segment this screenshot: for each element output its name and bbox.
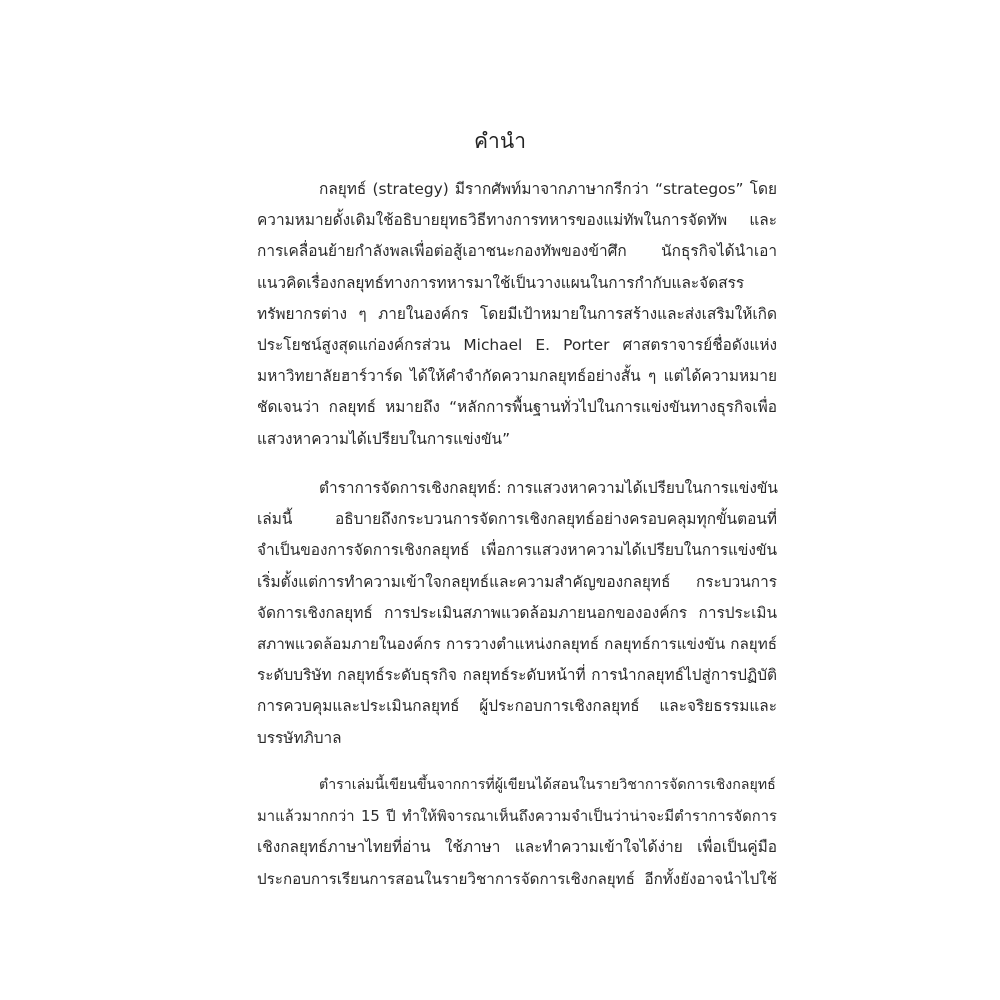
- text-line: ความหมายดั้งเดิมใช้อธิบายยุทธวิธีทางการทหารของแม่ทัพในการจัดทัพ และ: [257, 211, 777, 230]
- text-line: แสวงหาความได้เปรียบในการแข่งขัน”: [257, 429, 511, 448]
- text-line: กลยุทธ์ (strategy) มีรากศัพท์มาจากภาษากรีกว่า “strategos” โดย: [319, 180, 777, 198]
- text-line: ทรัพยากรต่าง ๆ ภายในองค์กร โดยมีเป้าหมายในการสร้างและส่งเสริมให้เกิด: [257, 304, 777, 323]
- text-line: ระดับบริษัท กลยุทธ์ระดับธุรกิจ กลยุทธ์ระดับหน้าที่ การนำกลยุทธ์ไปสู่การปฏิบัติ: [257, 666, 777, 685]
- text-line: แนวคิดเรื่องกลยุทธ์ทางการทหารมาใช้เป็นวางแผนในการกำกับและจัดสรร: [257, 273, 745, 292]
- text-line: ตำราการจัดการเชิงกลยุทธ์: การแสวงหาความได้เปรียบในการแข่งขัน: [319, 479, 778, 497]
- text-line: ชัดเจนว่า กลยุทธ์ หมายถึง “หลักการพื้นฐานทั่วไปในการแข่งขันทางธุรกิจเพื่อ: [257, 398, 777, 417]
- text-line: เชิงกลยุทธ์ภาษาไทยที่อ่าน ใช้ภาษา และทำความเข้าใจได้ง่าย เพื่อเป็นคู่มือ: [257, 838, 777, 857]
- text-line: จำเป็นของการจัดการเชิงกลยุทธ์ เพื่อการแสวงหาความได้เปรียบในการแข่งขัน: [257, 541, 777, 560]
- paragraph-2: [257, 473, 777, 754]
- text-line: เล่มนี้ อธิบายถึงกระบวนการจัดการเชิงกลยุทธ์อย่างครอบคลุมทุกขั้นตอนที่: [257, 510, 777, 529]
- text-line: การควบคุมและประเมินกลยุทธ์ ผู้ประกอบการเชิงกลยุทธ์ และจริยธรรมและ: [257, 697, 777, 716]
- text-line: มาแล้วมากกว่า 15 ปี ทำให้พิจารณาเห็นถึงความจำเป็นว่าน่าจะมีตำราการจัดการ: [257, 808, 777, 826]
- paragraph-1: [257, 174, 777, 455]
- text-line: บรรษัทภิบาล: [257, 728, 342, 747]
- text-line: เริ่มตั้งแต่การทำความเข้าใจกลยุทธ์และความสำคัญของกลยุทธ์ กระบวนการ: [257, 572, 777, 591]
- text-line: การเคลื่อนย้ายกำลังพลเพื่อต่อสู้เอาชนะกองทัพของข้าศึก นักธุรกิจได้นำเอา: [257, 242, 777, 261]
- text-line: จัดการเชิงกลยุทธ์ การประเมินสภาพแวดล้อมภายนอกขององค์กร การประเมิน: [257, 603, 777, 622]
- text-line: มหาวิทยาลัยฮาร์วาร์ด ได้ให้คำจำกัดความกลยุทธ์อย่างสั้น ๆ แต่ได้ความหมาย: [257, 367, 777, 386]
- page-title: คำนำ: [474, 129, 526, 153]
- paragraph-3: [257, 770, 777, 895]
- text-line: ตำราเล่มนี้เขียนขึ้นจากการที่ผู้เขียนได้สอนในรายวิชาการจัดการเชิงกลยุทธ์: [319, 777, 776, 793]
- text-line: สภาพแวดล้อมภายในองค์กร การวางตำแหน่งกลยุทธ์ กลยุทธ์การแข่งขัน กลยุทธ์: [257, 634, 777, 653]
- text-line: ประกอบการเรียนการสอนในรายวิชาการจัดการเชิงกลยุทธ์ อีกทั้งยังอาจนำไปใช้: [257, 869, 777, 888]
- text-line: ประโยชน์สูงสุดแก่องค์กรส่วน Michael E. Porter ศาสตราจารย์ชื่อดังแห่ง: [257, 335, 777, 354]
